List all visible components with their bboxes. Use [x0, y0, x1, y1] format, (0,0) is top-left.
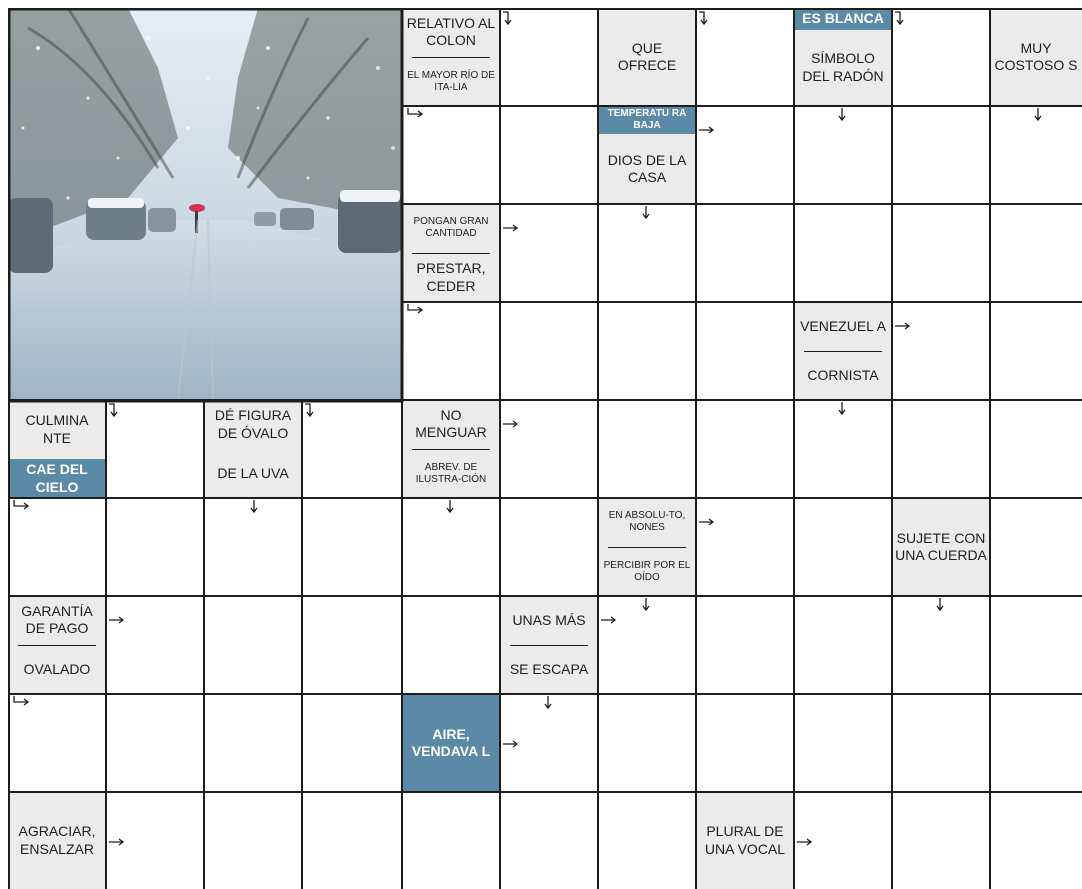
answer-cell[interactable] — [598, 302, 696, 400]
clue-cell — [402, 694, 500, 792]
answer-cell[interactable] — [696, 204, 794, 302]
answer-cell[interactable] — [500, 400, 598, 498]
answer-cell[interactable] — [500, 498, 598, 596]
arrow-down-icon — [698, 10, 712, 24]
answer-cell[interactable] — [892, 106, 990, 204]
arrow-down-icon — [543, 696, 557, 710]
answer-cell[interactable] — [696, 694, 794, 792]
answer-cell[interactable] — [696, 498, 794, 596]
answer-cell[interactable] — [990, 302, 1082, 400]
answer-cell[interactable] — [990, 694, 1082, 792]
answer-cell[interactable] — [990, 498, 1082, 596]
clue-text: EL MAYOR RÍO DE ITA-LIA — [407, 69, 495, 93]
arrow-down-icon — [502, 10, 516, 24]
answer-cell[interactable] — [106, 596, 204, 694]
answer-cell[interactable] — [598, 400, 696, 498]
arrow-right-icon — [503, 223, 517, 237]
clue-text: PERCIBIR POR EL OÍDO — [603, 559, 691, 583]
arrow-right-icon — [895, 321, 909, 335]
arrow-right-icon — [109, 615, 123, 629]
answer-cell[interactable] — [892, 694, 990, 792]
clue-text: ABREV. DE ILUSTRA-CIÓN — [415, 461, 487, 485]
clue-text: PRESTAR, CEDER — [416, 260, 486, 294]
arrow-right-icon — [601, 615, 615, 629]
clue-text: SE ESCAPA — [509, 661, 589, 677]
arrow-down-icon — [445, 500, 459, 514]
clue-text: NO MENGUAR — [415, 406, 487, 441]
arrow-right-icon — [406, 304, 420, 318]
arrow-right-icon — [12, 500, 26, 514]
clue-text: VENEZUEL A — [800, 317, 886, 334]
clue-highlight-text: ES BLANCA — [794, 8, 892, 30]
clue-text: SUJETE CON UNA CUERDA — [895, 529, 987, 563]
answer-cell[interactable] — [106, 498, 204, 596]
clue-text: MUY COSTOSO S — [994, 39, 1078, 73]
clue-cell — [794, 8, 892, 106]
answer-cell[interactable] — [302, 694, 402, 792]
arrow-right-icon — [109, 837, 123, 851]
answer-cell[interactable] — [302, 596, 402, 694]
answer-cell[interactable] — [794, 694, 892, 792]
clue-text: UNAS MÁS — [512, 611, 586, 628]
arrow-down-icon — [641, 598, 655, 612]
arrow-down-icon — [935, 598, 949, 612]
clue-cell — [598, 498, 696, 596]
arrow-right-icon — [699, 125, 713, 139]
clue-text: PLURAL DE UNA VOCAL — [704, 823, 786, 857]
clue-cell — [402, 204, 500, 302]
clue-cell — [8, 792, 106, 889]
clue-text: OVALADO — [23, 661, 91, 677]
clue-cell — [204, 400, 302, 498]
clue-text: CULMINA NTE — [25, 412, 89, 446]
answer-cell[interactable] — [204, 694, 302, 792]
clue-cell — [500, 596, 598, 694]
answer-cell[interactable] — [500, 792, 598, 889]
puzzle-photo — [8, 8, 402, 401]
answer-cell[interactable] — [892, 400, 990, 498]
clue-text: QUE OFRECE — [617, 39, 677, 73]
clue-cell — [402, 8, 500, 106]
answer-cell[interactable] — [696, 596, 794, 694]
answer-cell[interactable] — [794, 596, 892, 694]
clue-text: DE LA UVA — [217, 464, 289, 481]
clue-cell — [990, 8, 1082, 106]
answer-cell[interactable] — [696, 106, 794, 204]
answer-cell[interactable] — [990, 204, 1082, 302]
clue-cell — [8, 400, 106, 498]
answer-cell[interactable] — [204, 792, 302, 889]
answer-cell[interactable] — [302, 498, 402, 596]
clue-cell — [598, 8, 696, 106]
clue-cell — [794, 302, 892, 400]
answer-cell[interactable] — [106, 694, 204, 792]
arrow-down-icon — [304, 402, 318, 416]
answer-cell[interactable] — [794, 498, 892, 596]
answer-cell[interactable] — [794, 204, 892, 302]
arrow-down-icon — [108, 402, 122, 416]
clue-cell — [696, 792, 794, 889]
answer-cell[interactable] — [990, 400, 1082, 498]
clue-cell — [892, 498, 990, 596]
answer-cell[interactable] — [500, 302, 598, 400]
answer-cell[interactable] — [696, 400, 794, 498]
clue-text: RELATIVO AL COLON — [406, 14, 496, 49]
snowy-street-photo — [8, 8, 402, 401]
answer-cell[interactable] — [892, 302, 990, 400]
clue-cell — [598, 106, 696, 204]
clue-text: GARANTÍA DE PAGO — [21, 602, 93, 637]
answer-cell[interactable] — [302, 792, 402, 889]
clue-text: SÍMBOLO DEL RADÓN — [802, 50, 884, 84]
clue-text: EN ABSOLU-TO, NONES — [608, 510, 686, 534]
clue-text: CORNISTA — [807, 367, 879, 383]
answer-cell[interactable] — [892, 792, 990, 889]
arrow-right-icon — [12, 696, 26, 710]
clue-text: AGRACIAR, ENSALZAR — [18, 823, 96, 857]
arrow-down-icon — [894, 10, 908, 24]
answer-cell[interactable] — [500, 204, 598, 302]
arrow-down-icon — [249, 500, 263, 514]
answer-cell[interactable] — [990, 596, 1082, 694]
clue-highlight-text: TEMPERATU RA BAJA — [598, 106, 696, 134]
answer-cell[interactable] — [402, 792, 500, 889]
answer-cell[interactable] — [204, 596, 302, 694]
clue-highlight-text: AIRE, VENDAVA L — [411, 725, 491, 759]
arrow-right-icon — [797, 837, 811, 851]
arrow-down-icon — [641, 206, 655, 220]
arrow-down-icon — [837, 108, 851, 122]
clue-cell — [402, 400, 500, 498]
answer-cell[interactable] — [598, 792, 696, 889]
arrow-right-icon — [406, 108, 420, 122]
answer-cell[interactable] — [990, 792, 1082, 889]
clue-text: PONGAN GRAN CANTIDAD — [413, 216, 489, 240]
clue-highlight-text: CAE DEL CIELO — [8, 459, 106, 498]
arrow-down-icon — [1033, 108, 1047, 122]
arrow-right-icon — [699, 517, 713, 531]
arrow-down-icon — [837, 402, 851, 416]
clue-text: DÉ FIGURA DE ÓVALO — [214, 407, 292, 441]
answer-cell[interactable] — [892, 204, 990, 302]
answer-cell[interactable] — [696, 302, 794, 400]
arrow-right-icon — [503, 739, 517, 753]
answer-cell[interactable] — [402, 596, 500, 694]
clue-text: DIOS DE LA CASA — [607, 151, 687, 185]
answer-cell[interactable] — [500, 106, 598, 204]
arrow-right-icon — [503, 419, 517, 433]
crossword-board — [8, 8, 1082, 889]
clue-cell — [8, 596, 106, 694]
answer-cell[interactable] — [598, 694, 696, 792]
